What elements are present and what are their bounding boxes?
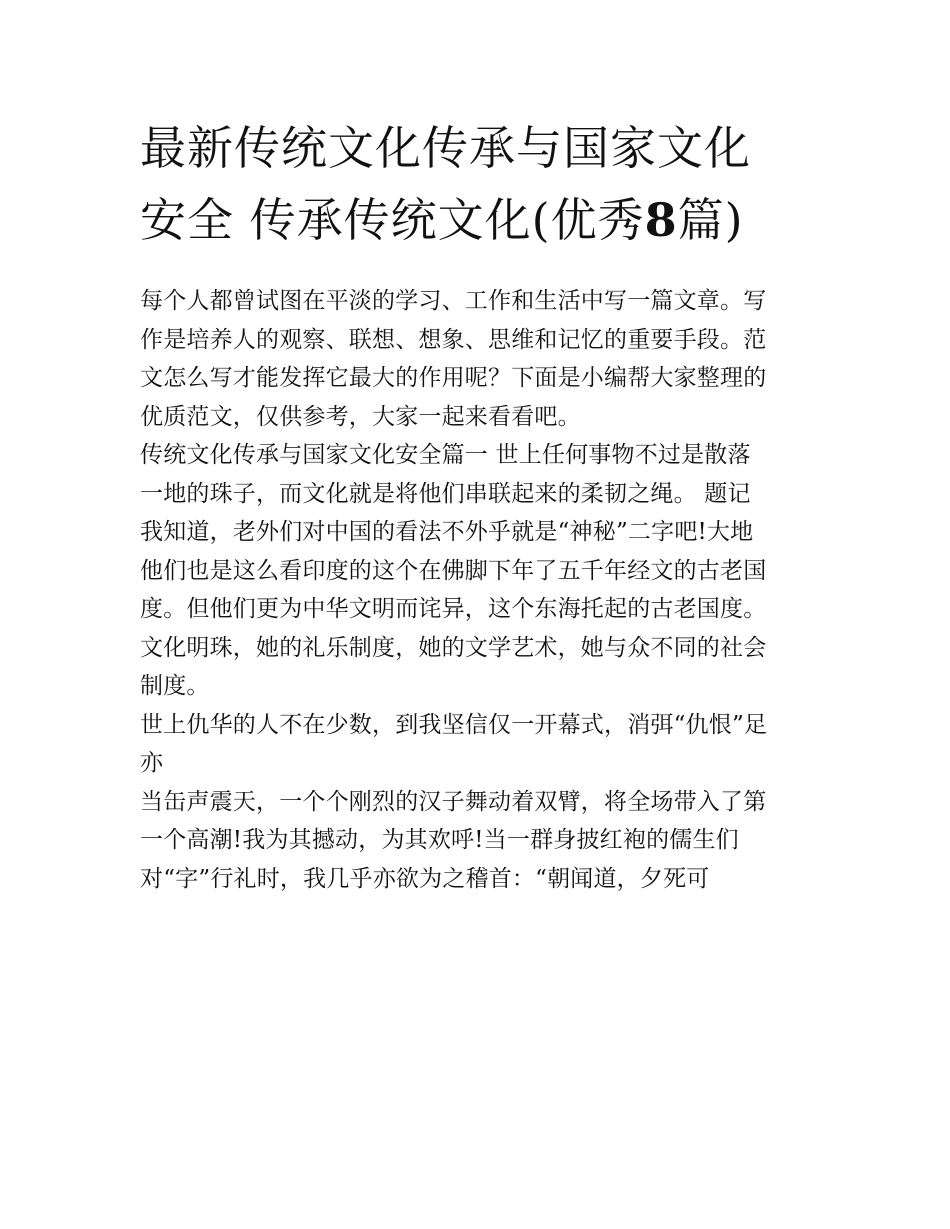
body-line: 制度。: [140, 673, 210, 699]
body-line: 作是培养人的观察、联想、想象、思维和记忆的重要手段。范: [140, 326, 767, 353]
body-line: 当缶声震天，一个个刚烈的汉子舞动着双臂，将全场带入了第: [140, 788, 767, 815]
body-line: 优质范文，仅供参考，大家一起来看看吧。: [140, 403, 581, 430]
title-line-2: 安全 传承传统文化(优秀: [140, 193, 645, 247]
document-body: [140, 282, 830, 898]
body-line: 度。但他们更为中华文明而诧异，这个东海托起的古老国度。: [140, 596, 767, 622]
body-line: 一个高潮!我为其撼动，为其欢呼!当一群身披红袍的儒生们: [140, 827, 739, 853]
body-line: 文化明珠，她的礼乐制度，她的文学艺术，她与众不同的社会: [140, 634, 767, 661]
body-line: 他们也是这么看印度的这个在佛脚下年了五千年经文的古老国: [140, 557, 767, 584]
body-line: 传统文化传承与国家文化安全篇一 世上任何事物不过是散落: [140, 442, 751, 468]
title-line-1: 最新传统文化传承与国家文化: [140, 121, 751, 175]
body-line: 世上仇华的人不在少数，到我坚信仅一开幕式，消弭“仇恨”足: [140, 711, 768, 738]
body-line: 对“字”行礼时，我几乎亦欲为之稽首：“朝闻道，夕死可: [140, 865, 710, 892]
body-line: 亦: [140, 750, 164, 776]
body-line: 文怎么写才能发挥它最大的作用呢？下面是小编帮大家整理的: [140, 365, 767, 391]
body-line: 我知道，老外们对中国的看法不外乎就是“神秘”二字吧!大地: [140, 519, 754, 545]
body-line: 每个人都曾试图在平淡的学习、工作和生活中写一篇文章。写: [140, 288, 767, 314]
document-title: [140, 112, 820, 256]
title-suffix: 篇): [677, 193, 744, 247]
title-number: 8: [644, 193, 678, 247]
body-line: 一地的珠子，而文化就是将他们串联起来的柔韧之绳。 题记: [140, 480, 751, 507]
